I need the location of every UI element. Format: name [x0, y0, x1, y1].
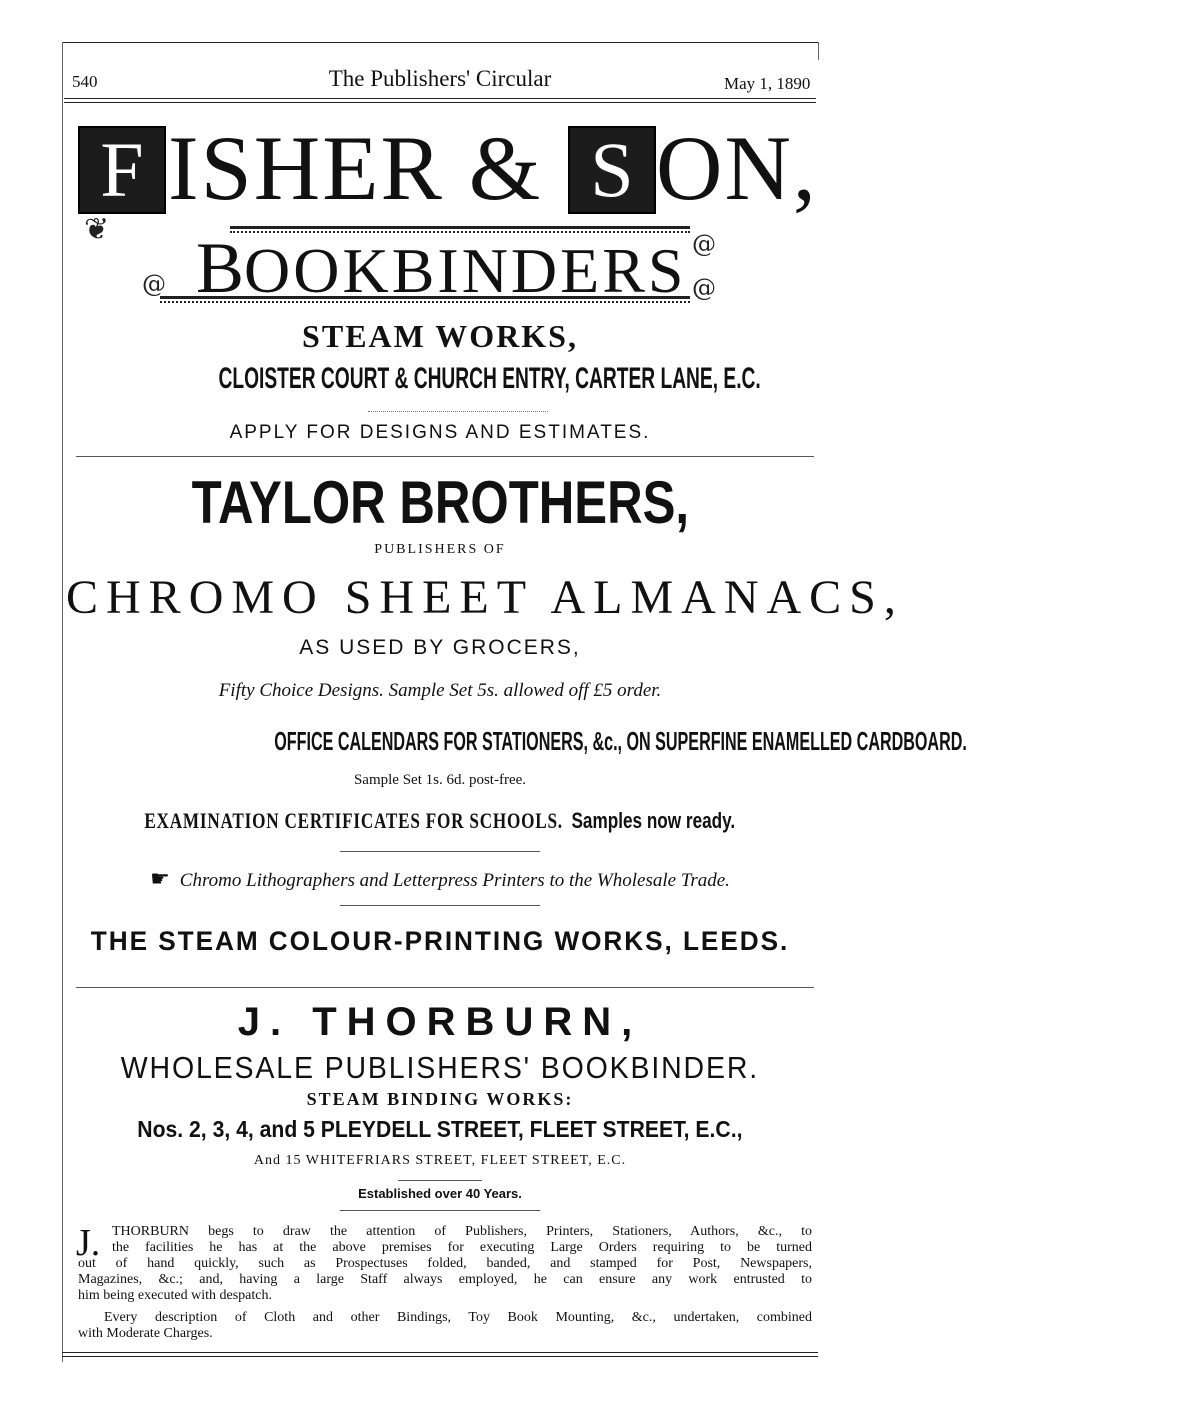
header-rule-top [64, 98, 816, 99]
thorburn-address2: And 15 WHITEFRIARS STREET, FLEET STREET, E.C. [253, 1153, 627, 1168]
bookbinders-rest: OOKBINDERS [244, 235, 687, 306]
thorburn-rule [340, 1210, 540, 1211]
taylor-name-wrap [60, 468, 820, 538]
bookbinders-heading [196, 228, 687, 308]
thorburn-address-wrap [62, 1116, 818, 1143]
fisher-apply: APPLY FOR DESIGNS AND ESTIMATES. [229, 422, 651, 443]
thorburn-body-line-3: out of hand quickly, such as Prospectuses folded, banded, and stamped for Post, Newspapers, [78, 1256, 812, 1271]
thorburn-body-line-1: THORBURN begs to draw the attention of Publishers, Printers, Stationers, Authors, &c., to [112, 1224, 812, 1239]
fisher-steam-works: STEAM WORKS, [302, 318, 578, 354]
thorburn-body-line-7: with Moderate Charges. [78, 1326, 213, 1341]
taylor-used-by: AS USED BY GROCERS, [299, 636, 581, 659]
taylor-certificates: EXAMINATION CERTIFICATES FOR SCHOOLS. [144, 808, 564, 833]
thorburn-works: STEAM BINDING WORKS: [306, 1089, 574, 1109]
header-rule-bottom [64, 102, 816, 103]
page-number: 540 [72, 72, 98, 91]
section-rule-1 [76, 456, 814, 457]
thorburn-body-line-5: him being executed with despatch. [78, 1288, 272, 1303]
thorburn-role-wrap [60, 1050, 820, 1086]
thorburn-short-rule [398, 1180, 482, 1181]
scroll-ornament-lower-right: @ [692, 274, 716, 302]
scroll-ornament-left: ❦ [84, 212, 110, 247]
issue-date: May 1, 1890 [724, 74, 811, 93]
fisher-initial-f: F [78, 126, 166, 214]
taylor-certificates-wrap [60, 808, 820, 834]
right-border-tick [818, 42, 819, 60]
taylor-short-rule-1 [340, 851, 540, 852]
taylor-publishers-of: PUBLISHERS OF [374, 542, 506, 557]
fisher-name-part: ISHER & [168, 117, 543, 219]
scroll-ornament-lower-left: @ [142, 270, 166, 298]
taylor-trade: Chromo Lithographers and Letterpress Printers to the Wholesale Trade. [179, 870, 730, 891]
thorburn-name: J. THORBURN, [237, 1000, 643, 1044]
taylor-product: CHROMO SHEET ALMANACS, [66, 571, 904, 624]
taylor-product-wrap [66, 570, 904, 625]
taylor-works: THE STEAM COLOUR-PRINTING WORKS, LEEDS. [90, 926, 790, 956]
taylor-certificates-line [145, 808, 736, 834]
taylor-calendars-wrap [62, 726, 967, 757]
taylor-short-rule-2 [340, 905, 540, 906]
fisher-address: CLOISTER COURT & CHURCH ENTRY, CARTER LANE, E.C. [218, 362, 761, 395]
bottom-border-rule [62, 1352, 818, 1353]
pointing-hand-icon: ☛ [150, 866, 170, 891]
scroll-ornament-right: @ [692, 230, 716, 258]
taylor-works-wrap [62, 926, 818, 957]
thorburn-body-line-6: Every description of Cloth and other Bindings, Toy Book Mounting, &c., undertaken, combined [104, 1310, 812, 1325]
fisher-initial-s: S [568, 126, 656, 214]
taylor-samples-ready: Samples now ready. [571, 808, 736, 833]
taylor-sample-set: Sample Set 1s. 6d. post-free. [353, 772, 527, 788]
taylor-designs: Fifty Choice Designs. Sample Set 5s. allowed off £5 order. [218, 680, 662, 701]
journal-title: The Publishers' Circular [328, 66, 552, 91]
banner-rule-top [230, 226, 690, 229]
thorburn-role: WHOLESALE PUBLISHERS' BOOKBINDER. [120, 1050, 760, 1085]
section-rule-2 [76, 987, 814, 988]
thorburn-drop-cap: J. [76, 1222, 101, 1264]
taylor-trade-line [60, 866, 820, 892]
thorburn-address: Nos. 2, 3, 4, and 5 PLEYDELL STREET, FLEET STREET, E.C., [137, 1116, 743, 1142]
fisher-dotted-rule [368, 411, 548, 412]
bookbinders-initial: B [196, 228, 245, 308]
top-border-rule [62, 42, 818, 43]
banner-rule-top-fringe [230, 231, 690, 233]
fisher-name-end: ON, [656, 117, 818, 219]
thorburn-body-line-2: the facilities he has at the above premises for executing Large Orders requiring to be turned [112, 1240, 812, 1255]
thorburn-body-line-4: Magazines, &c.; and, having a large Staff always employed, he can ensure any work entrusted to [78, 1272, 812, 1287]
taylor-name: TAYLOR BROTHERS, [191, 469, 689, 536]
taylor-calendars: OFFICE CALENDARS FOR STATIONERS, &c., ON SUPERFINE ENAMELLED CARDBOARD. [274, 726, 967, 756]
fisher-address-wrap [66, 362, 814, 396]
thorburn-established: Established over 40 Years. [358, 1186, 522, 1201]
bottom-border-rule-2 [62, 1356, 818, 1357]
